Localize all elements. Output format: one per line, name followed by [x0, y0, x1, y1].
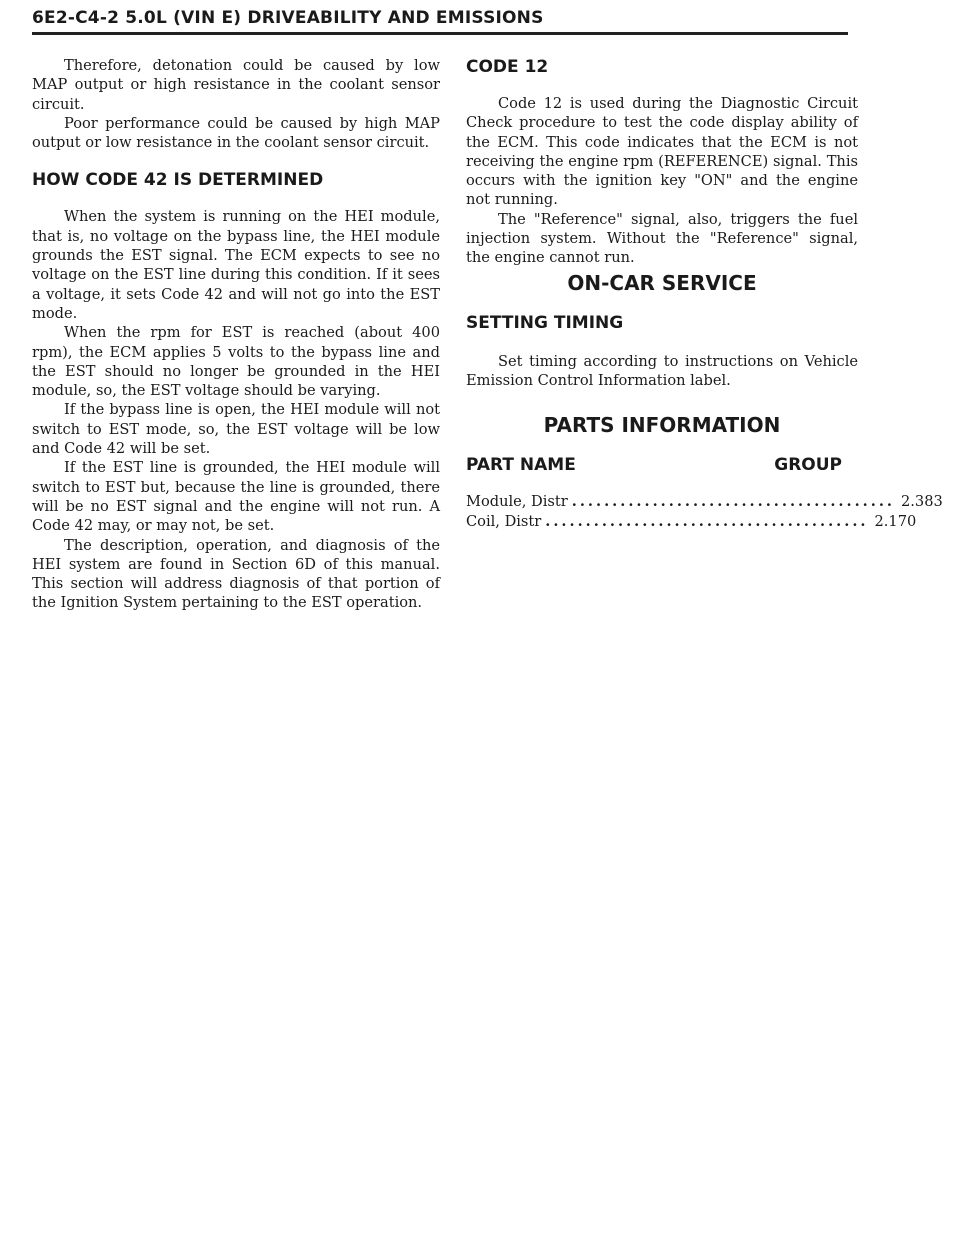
dot-leader: ........................................ — [545, 512, 869, 530]
paragraph-reference-signal: The "Reference" signal, also, triggers the fuel injection system. Without the "Reference" signal, the engine cannot run. — [466, 210, 858, 267]
paragraph-poor-performance: Poor performance could be caused by high MAP output or low resistance in the coolant sensor circuit. — [32, 114, 440, 152]
parts-row — [466, 512, 917, 531]
parts-col-group: GROUP — [774, 455, 842, 476]
right-column — [466, 56, 943, 531]
page-title: 6E2-C4-2 5.0L (VIN E) DRIVEABILITY AND EMISSIONS — [32, 8, 544, 28]
heading-code-12: CODE 12 — [466, 57, 549, 77]
paragraph-description: The description, operation, and diagnosis of the HEI system are found in Section 6D of this manual. This section will address diagnosis of that portion of the Ignition System pertaining to the EST operation. — [32, 536, 440, 612]
dot-leader: ........................................ — [571, 493, 895, 511]
parts-table-header — [466, 454, 842, 476]
page-header — [32, 6, 848, 35]
part-group: 2.383 — [901, 493, 943, 511]
left-column — [32, 56, 440, 613]
part-group: 2.170 — [874, 512, 917, 530]
parts-col-name: PART NAME — [466, 455, 576, 476]
heading-parts-information: PARTS INFORMATION — [543, 413, 781, 438]
paragraph-setting-timing: Set timing according to instructions on Vehicle Emission Control Information label. — [466, 352, 858, 389]
paragraph-code-12: Code 12 is used during the Diagnostic Circuit Check procedure to test the code display ability of the ECM. This code indicates that the ECM is not receiving the engine rpm (REFERENCE) signal. This occurs with the ignition key "ON" and the engine not running. — [466, 95, 858, 209]
paragraph-bypass-open: If the bypass line is open, the HEI module will not switch to EST mode, so, the EST voltage will be low and Code 42 will be set. — [32, 401, 440, 458]
heading-setting-timing: SETTING TIMING — [466, 312, 624, 333]
part-name: Module, Distr — [466, 493, 568, 511]
heading-how-code-42: HOW CODE 42 IS DETERMINED — [32, 170, 324, 191]
paragraph-detonation: Therefore, detonation could be caused by low MAP output or high resistance in the coolant sensor circuit. — [32, 57, 440, 113]
heading-on-car-service: ON-CAR SERVICE — [567, 270, 757, 295]
paragraph-rpm-est: When the rpm for EST is reached (about 400 rpm), the ECM applies 5 volts to the bypass line and the EST should no longer be grounded in the HEI module, so, the EST voltage should be varying. — [32, 324, 440, 400]
parts-row — [466, 492, 943, 511]
part-name: Coil, Distr — [466, 512, 542, 530]
paragraph-est-grounded: If the EST line is grounded, the HEI module will switch to EST but, because the line is grounded, there will be no EST signal and the engine will not run. A Code 42 may, or may not, be set. — [32, 459, 440, 535]
paragraph-hei-module: When the system is running on the HEI module, that is, no voltage on the bypass line, the HEI module grounds the EST signal. The ECM expects to see no voltage on the EST line during this condition. If it sees a voltage, it sets Code 42 and will not go into the EST mode. — [32, 208, 440, 322]
